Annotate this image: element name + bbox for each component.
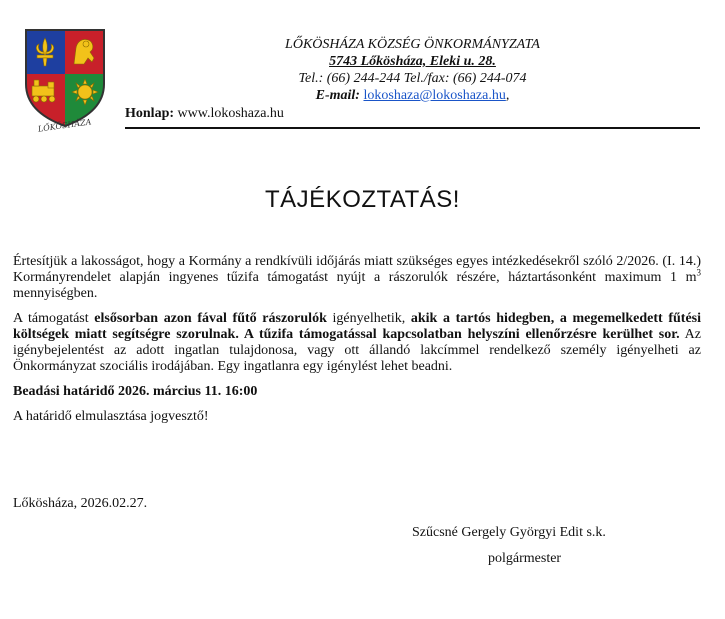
email-line: E-mail: lokoshaza@lokoshaza.hu, [315, 88, 510, 103]
header-divider [125, 127, 700, 129]
letterhead [125, 36, 700, 122]
coat-of-arms-logo [22, 24, 108, 134]
homepage-label: Honlap: [125, 106, 175, 121]
email-link[interactable]: lokoshaza@lokoshaza.hu [363, 88, 506, 103]
crest-text: LŐKÖSHÁZA [37, 117, 92, 134]
signatory-role: polgármester [488, 551, 562, 566]
page-title: TÁJÉKOZTATÁS! [265, 186, 460, 213]
signature: Szűcsné Gergely Györgyi Edit s.k. [412, 525, 606, 540]
paragraph-intro: Értesítjük a lakosságot, hogy a Kormány a rendkívüli időjárás miatt szükséges egyes intézkedésekről szóló 2/2026. (I. 14.) Kormányrendelet alapján ingyenes tűzifa támogatást nyújt a rászorulók részére, háztartásonként maximum 1 $m^3$ mennyiségben. [13, 254, 701, 301]
warning: A határidő elmulasztása jogvesztő! [13, 409, 209, 424]
homepage-line [125, 105, 700, 122]
place-date: Lőkösháza, 2026.02.27. [13, 496, 148, 511]
paragraph-eligibility: A támogatást elsősorban azon fával fűtő rászorulók igényelhetik, akik a tartós hidegben, a megemelkedett fűtési költségek miatt segítségre szorulnak. A tűzifa támogatással kapcsolatban helyszíni ellenőrzésre kerülhet sor. Az igénybejelentést az adott ingatlan tulajdonosa, vagy ott állandó lakcímmel rendelkező személy igényelheti az Önkormányzat szociális irodájában. Egy ingatlanra egy igénylést lehet beadni. [13, 311, 702, 374]
phone-line: Tel.: (66) 244-244 Tel./fax: (66) 244-074 [298, 71, 527, 86]
org-name: LŐKÖSHÁZA KÖZSÉG ÖNKORMÁNYZATA [285, 37, 540, 52]
deadline: Beadási határidő 2026. március 11. 16:00 [13, 384, 258, 399]
address: 5743 Lőkösháza, Eleki u. 28. [329, 54, 496, 69]
notice-body [13, 254, 701, 434]
email-label: E-mail: [315, 88, 360, 103]
homepage-url: www.lokoshaza.hu [177, 106, 284, 121]
